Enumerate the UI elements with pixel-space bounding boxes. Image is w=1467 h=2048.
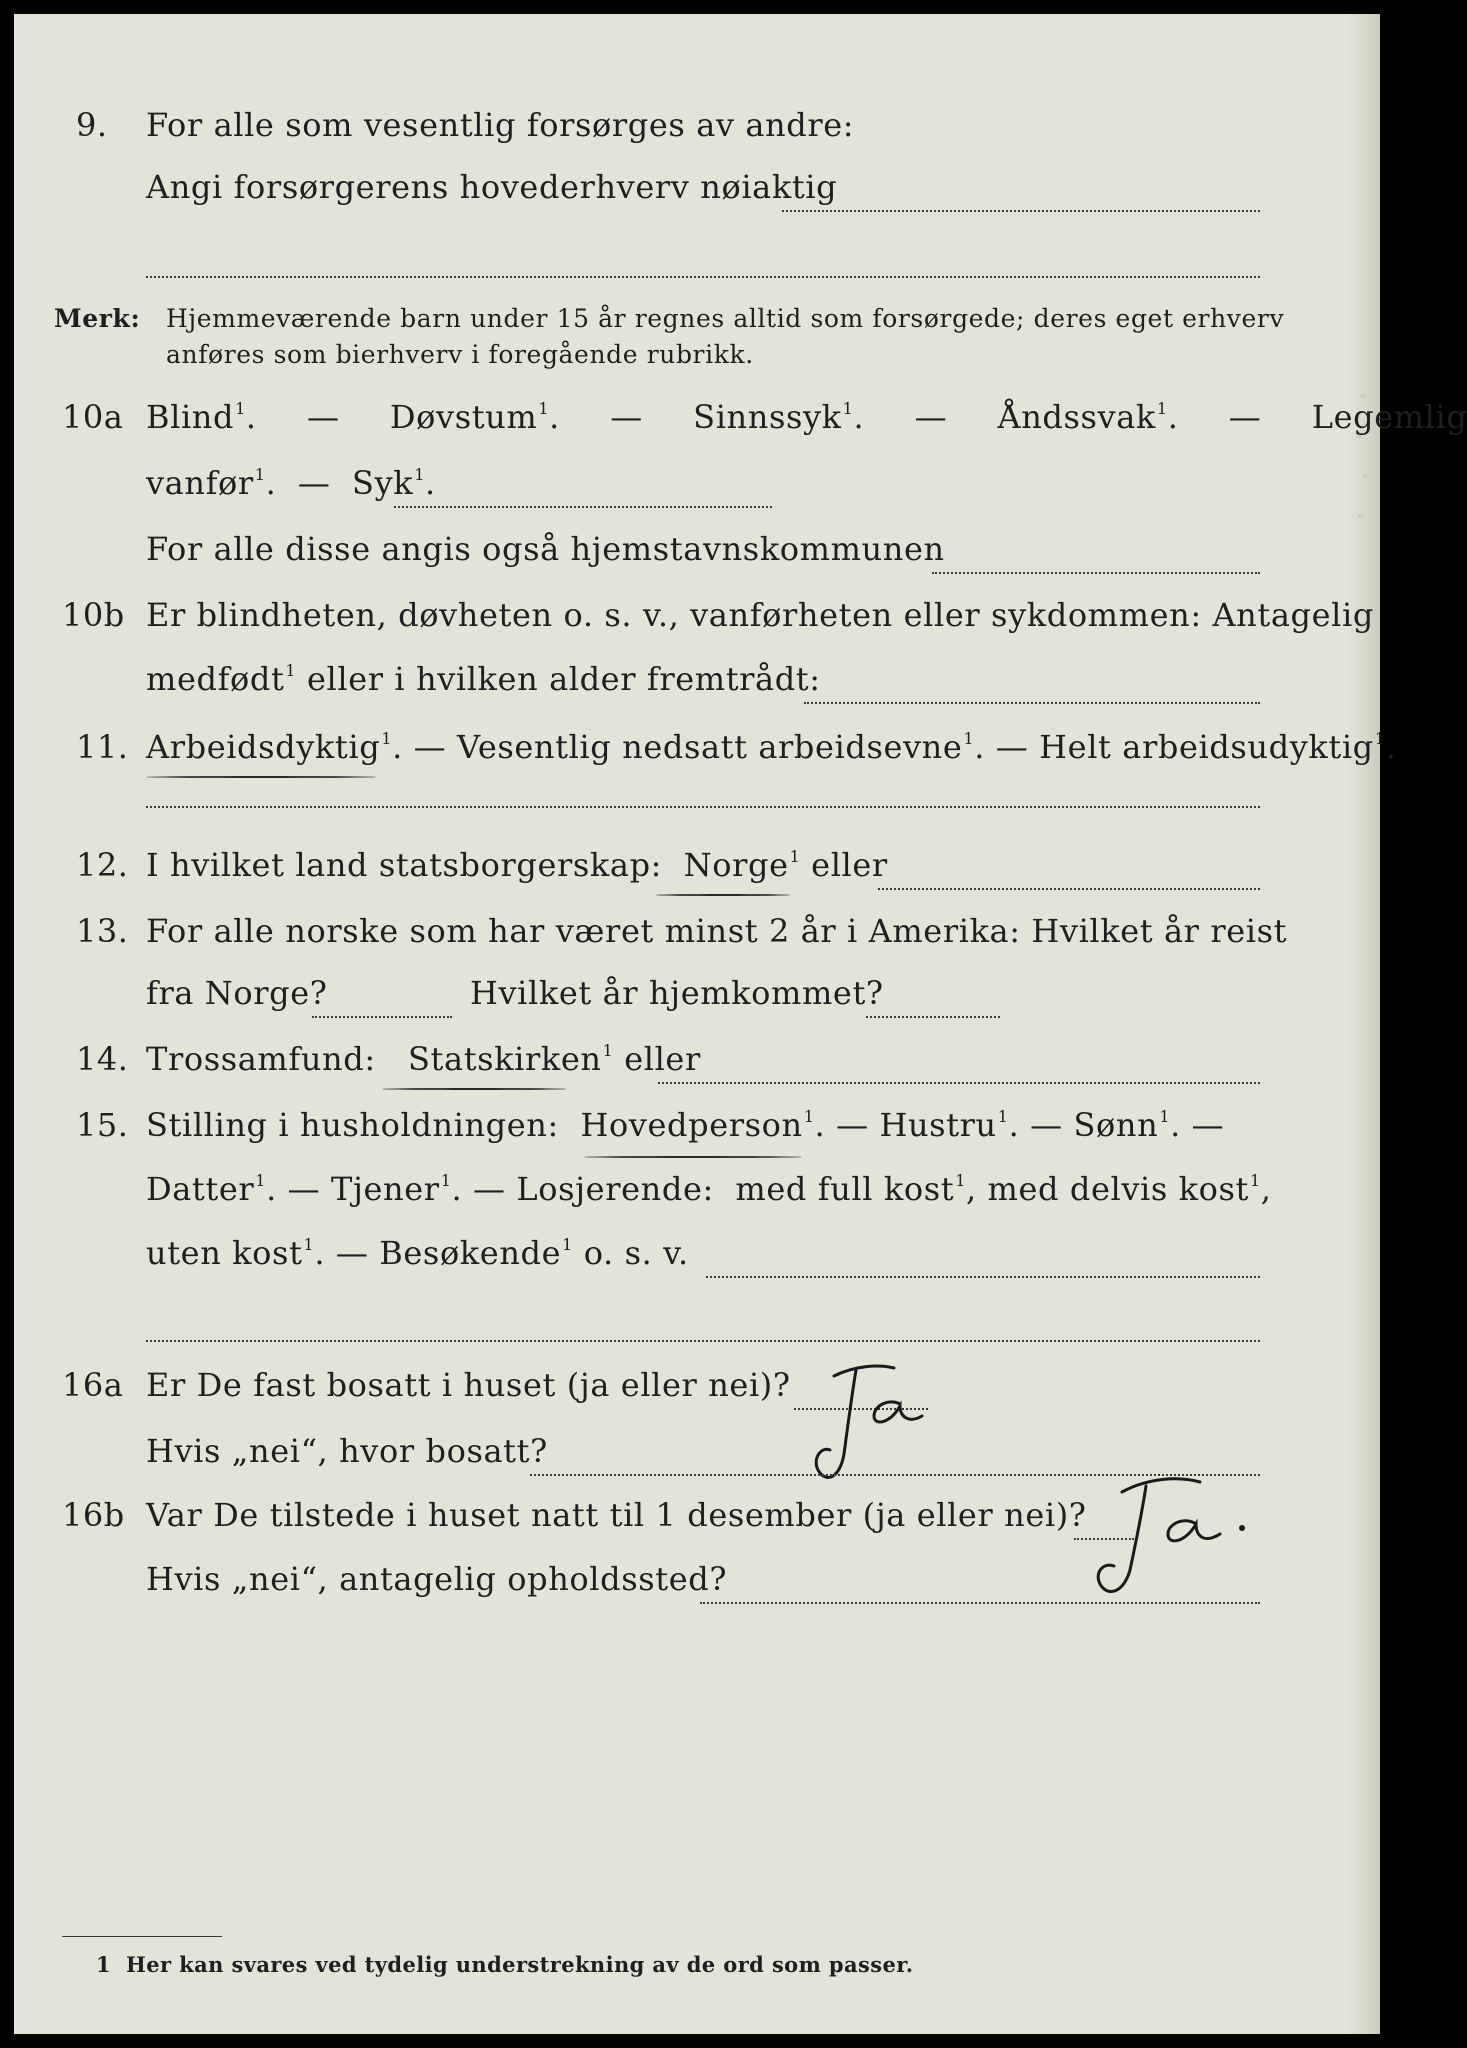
q15-answer-line[interactable] xyxy=(706,1276,1260,1278)
edge-mark xyxy=(1358,514,1364,518)
opt-tjener[interactable]: Tjener xyxy=(331,1170,440,1208)
q13-line2b: Hvilket år hjemkommet? xyxy=(470,974,884,1012)
opt-delvis-kost[interactable]: med delvis kost xyxy=(987,1170,1249,1208)
q10b-number: 10b xyxy=(62,596,125,634)
opt-hovedperson[interactable]: Hovedperson xyxy=(580,1106,803,1144)
footnote-rule xyxy=(62,1936,222,1937)
q14-number: 14. xyxy=(76,1040,129,1078)
q15-extra-line[interactable] xyxy=(146,1340,1260,1342)
q9-answer-line[interactable] xyxy=(782,210,1260,212)
q13-reist-line[interactable] xyxy=(312,1016,452,1018)
q12-answer-line[interactable] xyxy=(878,888,1260,890)
page-edge xyxy=(1346,14,1380,2034)
opt-uten-kost[interactable]: uten kost xyxy=(146,1234,303,1272)
footnote-mark: 1 xyxy=(96,1952,112,1977)
opt-legemlig[interactable]: Legemlig xyxy=(1311,398,1467,436)
q9-extra-line[interactable] xyxy=(146,276,1260,278)
q16a-handwritten-answer xyxy=(804,1354,954,1498)
q10a-line3: For alle disse angis også hjemstavnskommunen xyxy=(146,530,945,568)
q11-options: Arbeidsdyktig$^1$. — Vesentlig nedsatt arbeidsevne$^1$. — Helt arbeidsudyktig$^1$. xyxy=(146,728,1397,766)
opt-statskirken[interactable]: Statskirken xyxy=(408,1040,602,1078)
edge-mark xyxy=(1362,474,1368,478)
statskirken-underline xyxy=(382,1088,566,1090)
q12-line: I hvilket land statsborgerskap: Norge$^1$ eller xyxy=(146,846,888,884)
q16a-number: 16a xyxy=(62,1366,124,1404)
q10a-line1: Blind$^1$. — Døvstum$^1$. — Sinnssyk$^1$. — Åndssvak$^1$. — Legemlig xyxy=(146,398,1467,436)
opt-sonn[interactable]: Sønn xyxy=(1073,1106,1159,1144)
opt-syk[interactable]: Syk xyxy=(352,464,414,502)
q14-line: Trossamfund: Statskirken$^1$ eller xyxy=(146,1040,701,1078)
merk-line1: Hjemmeværende barn under 15 år regnes alltid som forsørgede; deres eget erhverv xyxy=(166,304,1285,333)
q16b-line1: Var De tilstede i huset natt til 1 desember (ja eller nei)? xyxy=(146,1496,1087,1534)
q10b-answer-line[interactable] xyxy=(804,702,1260,704)
q16b-handwritten-answer xyxy=(1084,1466,1264,1610)
q15-line2: Datter$^1$. — Tjener$^1$. — Losjerende: med full kost$^1$, med delvis kost$^1$, xyxy=(146,1170,1272,1208)
q10a-line2: vanfør$^1$. — Syk$^1$. xyxy=(146,464,436,502)
norge-underline xyxy=(656,894,790,896)
q16a-line2: Hvis „nei“, hvor bosatt? xyxy=(146,1432,548,1470)
q14-answer-line[interactable] xyxy=(658,1082,1260,1084)
opt-andssvak[interactable]: Åndssvak xyxy=(997,398,1156,436)
opt-norge[interactable]: Norge xyxy=(683,846,789,884)
q11-number: 11. xyxy=(76,728,129,766)
opt-full-kost[interactable]: med full kost xyxy=(735,1170,955,1208)
opt-arbeidsdyktig[interactable]: Arbeidsdyktig xyxy=(146,728,381,766)
merk-line2: anføres som bierhverv i foregående rubrikk. xyxy=(166,340,754,369)
hovedperson-underline xyxy=(584,1156,802,1158)
q10a-hjemstavn-line[interactable] xyxy=(932,572,1260,574)
q13-number: 13. xyxy=(76,912,129,950)
q11-extra-line[interactable] xyxy=(146,806,1260,808)
opt-hustru[interactable]: Hustru xyxy=(879,1106,997,1144)
q16a-line1: Er De fast bosatt i huset (ja eller nei)? xyxy=(146,1366,791,1404)
q9-line2: Angi forsørgerens hovederhverv nøiaktig xyxy=(146,168,838,206)
opt-blind[interactable]: Blind xyxy=(146,398,235,436)
q10b-line2: medfødt$^1$ eller i hvilken alder fremtrådt: xyxy=(146,660,821,698)
q15-line3: uten kost$^1$. — Besøkende$^1$ o. s. v. xyxy=(146,1234,689,1272)
merk-label: Merk: xyxy=(54,304,141,333)
opt-besokende[interactable]: Besøkende xyxy=(379,1234,562,1272)
q13-line2a: fra Norge? xyxy=(146,974,328,1012)
opt-udyktig[interactable]: Helt arbeidsudyktig xyxy=(1039,728,1374,766)
q10b-line1: Er blindheten, døvheten o. s. v., vanførheten eller sykdommen: Antagelig xyxy=(146,596,1374,634)
q10a-number: 10a xyxy=(62,398,124,436)
q13-line1: For alle norske som har været minst 2 år i Amerika: Hvilket år reist xyxy=(146,912,1288,950)
opt-datter[interactable]: Datter xyxy=(146,1170,255,1208)
census-form-page xyxy=(14,14,1467,2034)
q9-line1: For alle som vesentlig forsørges av andre: xyxy=(146,106,855,144)
q16b-number: 16b xyxy=(62,1496,125,1534)
opt-nedsatt[interactable]: Vesentlig nedsatt arbeidsevne xyxy=(457,728,963,766)
q9-number: 9. xyxy=(76,106,108,144)
opt-vanfor[interactable]: vanfør xyxy=(146,464,254,502)
q12-number: 12. xyxy=(76,846,129,884)
q15-line1: Stilling i husholdningen: Hovedperson$^1$. — Hustru$^1$. — Sønn$^1$. — xyxy=(146,1106,1225,1144)
arbeidsdyktig-underline xyxy=(146,776,376,778)
q16b-opholdssted-line[interactable] xyxy=(700,1602,1260,1604)
q16b-line2: Hvis „nei“, antagelig opholdssted? xyxy=(146,1560,728,1598)
q13-hjemkommet-line[interactable] xyxy=(866,1016,1000,1018)
q15-number: 15. xyxy=(76,1106,129,1144)
footnote-text: Her kan svares ved tydelig understrekning av de ord som passer. xyxy=(126,1952,914,1977)
q10a-syk-line[interactable] xyxy=(394,506,772,508)
opt-dovstum[interactable]: Døvstum xyxy=(389,398,538,436)
opt-sinnssyk[interactable]: Sinnssyk xyxy=(693,398,842,436)
